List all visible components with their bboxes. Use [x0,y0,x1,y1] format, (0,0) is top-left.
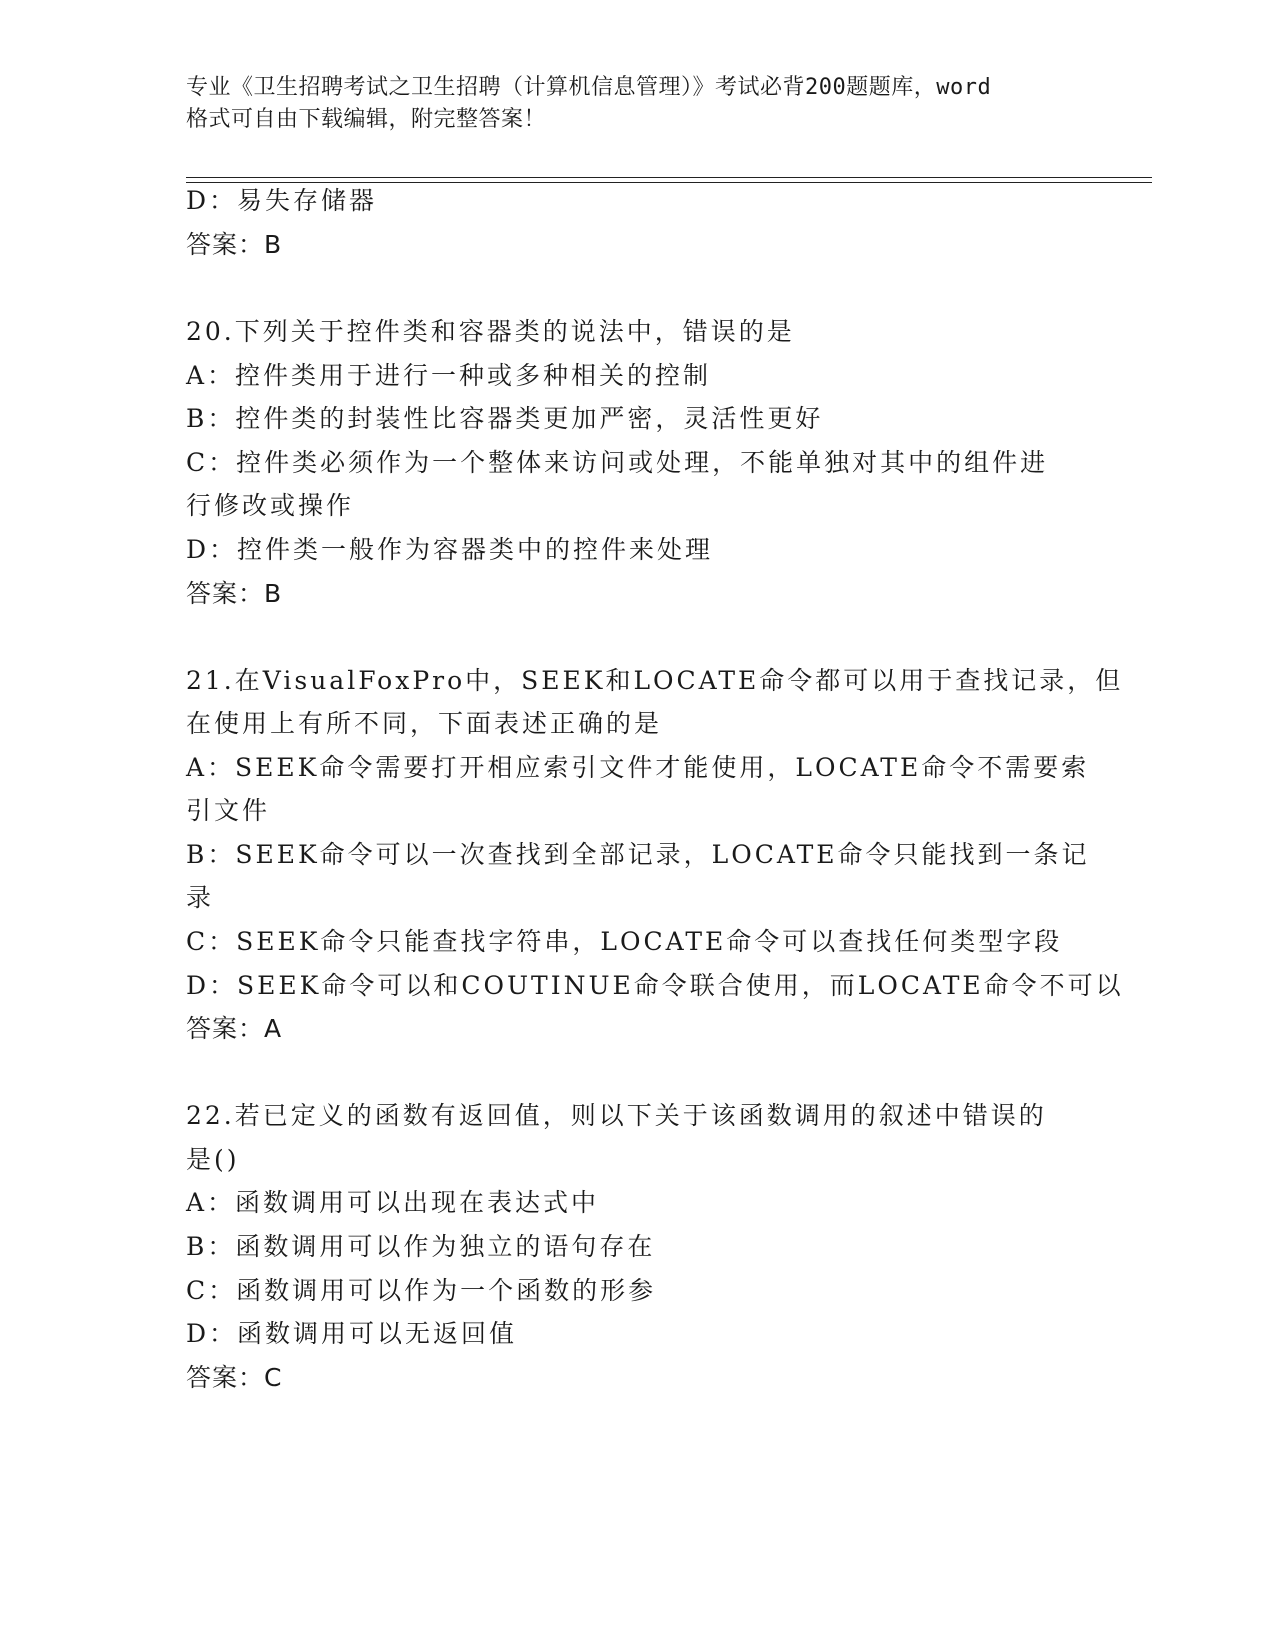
q21-question-line-2: 在使用上有所不同，下面表述正确的是 [186,709,663,738]
q20-question: 20.下列关于控件类和容器类的说法中，错误的是 [186,317,795,346]
q21-option-c: C：SEEK命令只能查找字符串，LOCATE命令可以查找任何类型字段 [186,927,1063,956]
q21-option-b-line-1: B：SEEK命令可以一次查找到全部记录，LOCATE命令只能找到一条记 [186,840,1090,869]
prev-answer: 答案：B [186,230,283,259]
q22-option-d: D：函数调用可以无返回值 [186,1319,518,1348]
q22-question-line-1: 22.若已定义的函数有返回值，则以下关于该函数调用的叙述中错误的 [186,1101,1047,1130]
q20-answer: 答案：B [186,579,283,608]
q22-option-c: C：函数调用可以作为一个函数的形参 [186,1276,657,1305]
q21-option-b-line-2: 录 [186,883,215,912]
q20-option-d: D：控件类一般作为容器类中的控件来处理 [186,535,714,564]
document-header [186,72,1086,136]
q22-option-a: A：函数调用可以出现在表达式中 [186,1188,600,1217]
header-title-line-2: 格式可自由下载编辑，附完整答案！ [186,107,547,132]
q20-option-c-line-1: C：控件类必须作为一个整体来访问或处理，不能单独对其中的组件进 [186,448,1049,477]
q20-option-c-line-2: 行修改或操作 [186,491,355,520]
q20-option-a: A：控件类用于进行一种或多种相关的控制 [186,361,712,390]
header-divider-bottom [186,182,1152,183]
header-divider-top [186,177,1152,178]
q21-answer: 答案：A [186,1014,283,1043]
q22-option-b: B：函数调用可以作为独立的语句存在 [186,1232,656,1261]
q21-question-line-1: 21.在VisualFoxPro中，SEEK和LOCATE命令都可以用于查找记录，但 [186,666,1124,695]
q21-option-d: D：SEEK命令可以和COUTINUE命令联合使用，而LOCATE命令不可以 [186,971,1124,1000]
q20-option-b: B：控件类的封装性比容器类更加严密，灵活性更好 [186,404,824,433]
q21-option-a-line-1: A：SEEK命令需要打开相应索引文件才能使用，LOCATE命令不需要索 [186,753,1090,782]
q22-answer: 答案：C [186,1363,283,1392]
q22-question-line-2: 是() [186,1145,240,1174]
prev-option-d: D：易失存储器 [186,186,378,215]
q21-option-a-line-2: 引文件 [186,796,271,825]
header-title-line-1: 专业《卫生招聘考试之卫生招聘（计算机信息管理）》考试必背200题题库，word [186,75,992,100]
